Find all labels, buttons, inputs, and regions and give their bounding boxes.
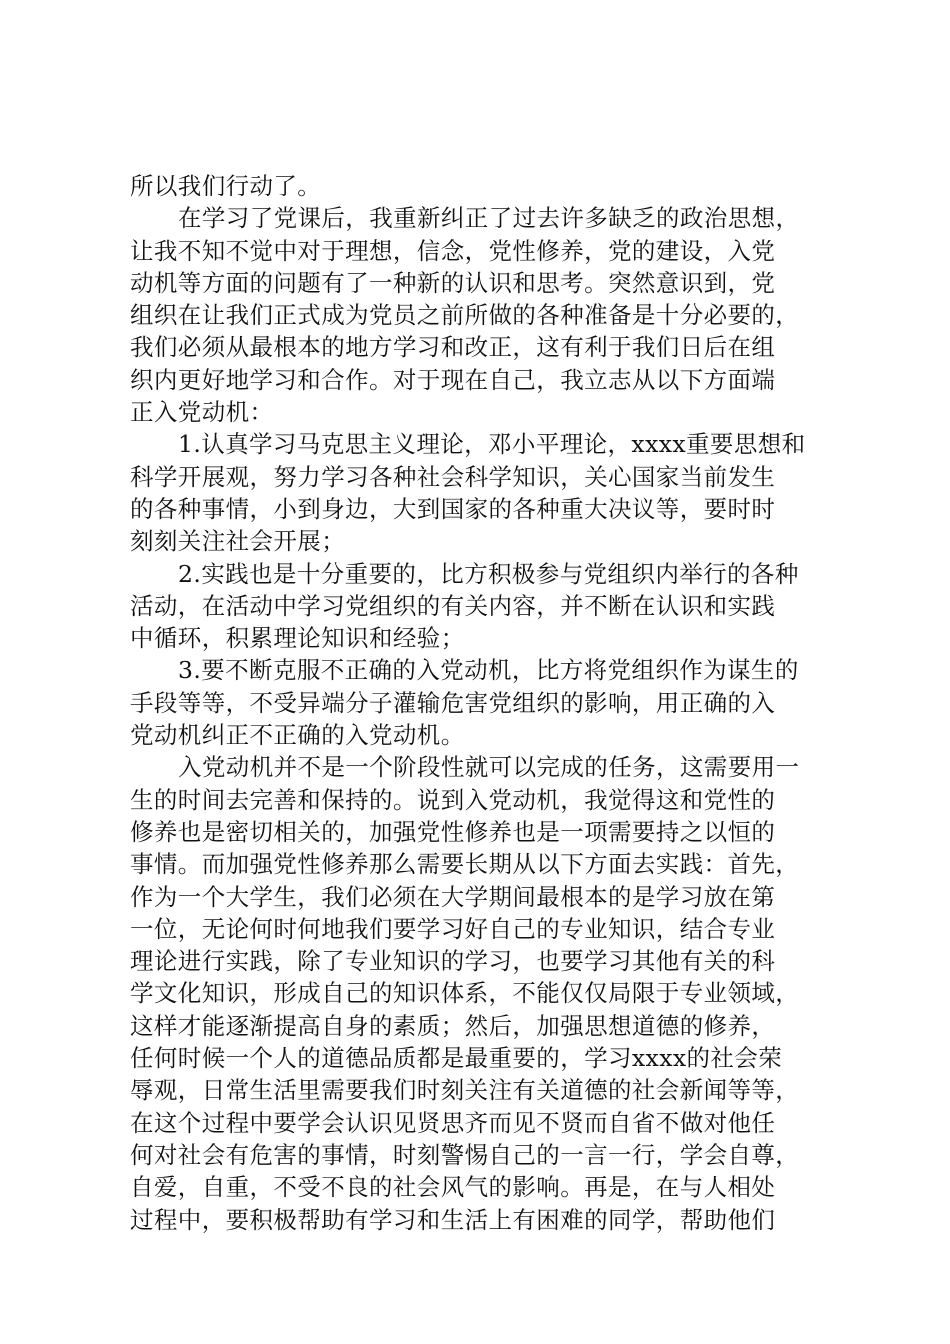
text-line: 中循环，积累理论知识和经验； (130, 624, 465, 653)
text-line: 组织在让我们正式成为党员之前所做的各种准备是十分必要的， (130, 301, 800, 330)
text-line: 在这个过程中要学会认识见贤思齐而见不贤而自省不做对他任 (130, 1108, 776, 1137)
text-line: 何对社会有危害的事情，时刻警惕自己的一言一行，学会自尊， (130, 1140, 800, 1169)
text-line: 织内更好地学习和合作。对于现在自己，我立志从以下方面端 (130, 365, 776, 394)
text-line: 修养也是密切相关的，加强党性修养也是一项需要持之以恒的 (130, 817, 776, 846)
text-line: 辱观，日常生活里需要我们时刻关注有关道德的社会新闻等等， (130, 1076, 800, 1105)
list-item-2-start: 2.实践也是十分重要的，比方积极参与党组织内举行的各种 (178, 559, 799, 588)
text-line: 学文化知识，形成自己的知识体系，不能仅仅局限于专业领域， (130, 979, 800, 1008)
text-line: 一位，无论何时何地我们要学习好自己的专业知识，结合专业 (130, 914, 776, 943)
text-line: 这样才能逐渐提高自身的素质；然后，加强思想道德的修养， (130, 1011, 776, 1040)
text-line: 事情。而加强党性修养那么需要长期从以下方面去实践：首先， (130, 850, 800, 879)
text-line: 活动，在活动中学习党组织的有关内容，并不断在认识和实践 (130, 591, 776, 620)
text-line: 动机等方面的问题有了一种新的认识和思考。突然意识到，党 (130, 268, 776, 297)
text-line: 党动机纠正不正确的入党动机。 (130, 721, 465, 750)
text-line: 我们必须从最根本的地方学习和改正，这有利于我们日后在组 (130, 333, 776, 362)
text-line: 科学开展观，努力学习各种社会科学知识，关心国家当前发生 (130, 462, 776, 491)
text-line: 所以我们行动了。 (130, 172, 322, 200)
paragraph-start-line: 入党动机并不是一个阶段性就可以完成的任务，这需要用一 (178, 753, 800, 782)
text-line: 过程中，要积极帮助有学习和生活上有困难的同学，帮助他们 (130, 1205, 776, 1234)
text-line: 让我不知不觉中对于理想，信念，党性修养，党的建设，入党 (130, 236, 776, 265)
text-line: 任何时候一个人的道德品质都是最重要的，学习xxxx的社会荣 (130, 1044, 783, 1073)
text-line: 刻刻关注社会开展； (130, 527, 346, 556)
text-line: 手段等等，不受异端分子灌输危害党组织的影响，用正确的入 (130, 688, 776, 717)
list-item-1-start: 1.认真学习马克思主义理论，邓小平理论，xxxx重要思想和 (178, 430, 806, 459)
text-line: 理论进行实践，除了专业知识的学习，也要学习其他有关的科 (130, 947, 776, 976)
paragraph-start-line: 在学习了党课后，我重新纠正了过去许多缺乏的政治思想， (178, 204, 800, 233)
text-line: 的各种事情，小到身边，大到国家的各种重大决议等，要时时 (130, 494, 776, 523)
text-line: 正入党动机： (130, 398, 274, 427)
document-body (130, 170, 850, 1236)
text-line: 作为一个大学生，我们必须在大学期间最根本的是学习放在第 (130, 882, 776, 911)
list-item-3-start: 3.要不断克服不正确的入党动机，比方将党组织作为谋生的 (178, 656, 799, 685)
text-line: 生的时间去完善和保持的。说到入党动机，我觉得这和党性的 (130, 785, 776, 814)
text-line: 自爱，自重，不受不良的社会风气的影响。再是，在与人相处 (130, 1173, 776, 1202)
